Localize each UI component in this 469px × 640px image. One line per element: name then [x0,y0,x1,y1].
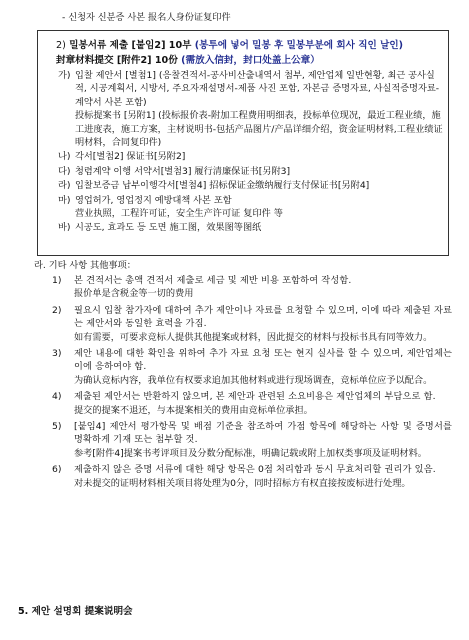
box-subheading-blue: (需放入信封，封口处盖上公章） [181,55,320,66]
sealed-documents-box [37,30,449,256]
section-other-matters-heading: 라. 기타 사항 其他事项： [34,260,136,271]
item-chinese: 投标提案书 [另附1] (投标报价表-附加工程费用明细表，投标单位现况，最近工程业绩，施工进度表，施工方案，主材说明书-包括产品图片/产品详细介绍，资金证明材料,工程业绩证明材料，合同复印件) [75,110,443,149]
notes-list [52,274,452,493]
note-item [52,420,452,460]
item-korean: 입찰보증금 납부이행각서[별첨4] 招标保证金缴纳履行支付保证书[另附4] [75,180,370,192]
list-item [58,69,443,149]
box-subheading-bold: 封章材料提交 [附件2] 10份 [56,55,182,66]
note-marker: 2) [52,304,62,316]
section-5-heading: 5. 제안 설명회 提案说明会 [18,606,133,617]
item-korean: 영업허가, 영업정지 예방대책 사본 포함 [75,194,232,206]
note-chinese: 为确认竞标内容，我单位有权要求追加其他材料或进行现场调查，竞标单位应予以配合。 [74,374,433,386]
note-marker: 4) [52,391,62,403]
top-line: - 신청자 신분증 사본 报名人身份证复印件 [62,12,231,23]
note-chinese: 提交的提案不退还，与本提案相关的费用由竞标单位承担。 [74,404,313,416]
item-korean: 시공도, 효과도 등 도면 施工图，效果图等图纸 [75,222,262,234]
note-korean: 제출된 제안서는 반환하지 않으며, 본 제안과 관련된 소요비용은 제안업체의 부담으로 함. [74,391,436,403]
note-marker: 5) [52,421,62,433]
note-korean: [붙임4] 제안서 평가항목 및 배점 기준을 참조하여 가점 항목에 해당하는 사항 및 증명서를 명확하게 기재 또는 첨부할 것. [74,421,452,446]
note-item [52,274,452,301]
item-korean: 각서[별첨2] 保证书[另附2] [75,151,186,163]
note-korean: 제안 내용에 대한 확인을 위하여 추가 자료 요청 또는 현지 실사를 할 수 있으며, 제안업체는 이에 응하여야 함. [74,348,452,373]
list-item [58,221,443,234]
note-marker: 3) [52,348,62,360]
item-marker: 나) [58,151,71,163]
note-item [52,347,452,387]
box-heading-bold: 밀봉서류 제출 [붙임2] 10부 [69,40,195,51]
item-korean: 청렴계약 이행 서약서[별첨3] 履行清廉保证书[另附3] [75,165,291,177]
note-item [52,463,452,490]
box-heading-blue: (봉투에 넣어 밀봉 후 밀봉부분에 회사 직인 날인) [194,40,404,51]
box-item-list [58,69,443,236]
list-item [58,165,443,178]
note-chinese: 如有需要，可要求竞标人提供其他提案或材料，因此提交的材料与投标书具有同等效力。 [74,331,433,343]
note-chinese: 报价单是含税金等一切的费用 [74,288,194,300]
box-heading-number: 2) [56,40,66,51]
box-subheading [56,54,320,67]
note-korean: 필요시 입찰 참가자에 대하여 추가 제안이나 자료를 요청할 수 있으며, 이에 따라 제출된 자료는 제안서와 동일한 효력을 가짐. [74,304,452,330]
item-marker: 마) [58,194,71,206]
note-marker: 1) [52,275,62,286]
note-korean: 본 견적서는 총액 견적서 제출로 세금 및 제반 비용 포함하여 작성함. [74,275,352,286]
note-marker: 6) [52,464,62,476]
list-item [58,150,443,163]
list-item [58,194,443,221]
item-marker: 가) [58,70,71,81]
item-chinese: 营业执照，工程许可证，安全生产许可证 复印件 等 [75,208,283,220]
item-korean: 입찰 제안서 [별첨1] (응찰견적서-공사비산출내역서 첨부, 제안업체 일반현황, 최근 공사실적, 시공계획서, 시방서, 주요자재설명서-제품 사진 포함, 자본금 증명자료, 사실적증명자료-계약서 사본 포함) [75,70,440,108]
note-chinese: 对未提交的证明材料相关项目将处理为0分，同时招标方有权直接按废标进行处理。 [74,477,411,489]
item-marker: 바) [58,222,71,234]
list-item [58,179,443,192]
box-heading [56,39,403,52]
note-item [52,304,452,344]
item-marker: 다) [58,165,71,177]
item-marker: 라) [58,180,71,192]
note-korean: 제출하지 않은 증명 서류에 대한 해당 항목은 0점 처리함과 동시 무효처리할 권리가 있음. [74,464,436,476]
note-item [52,390,452,417]
note-chinese: 参考[附件4]提案书考评项目及分数分配标准，明确记载或附上加权类事项及证明材料。 [74,447,427,459]
